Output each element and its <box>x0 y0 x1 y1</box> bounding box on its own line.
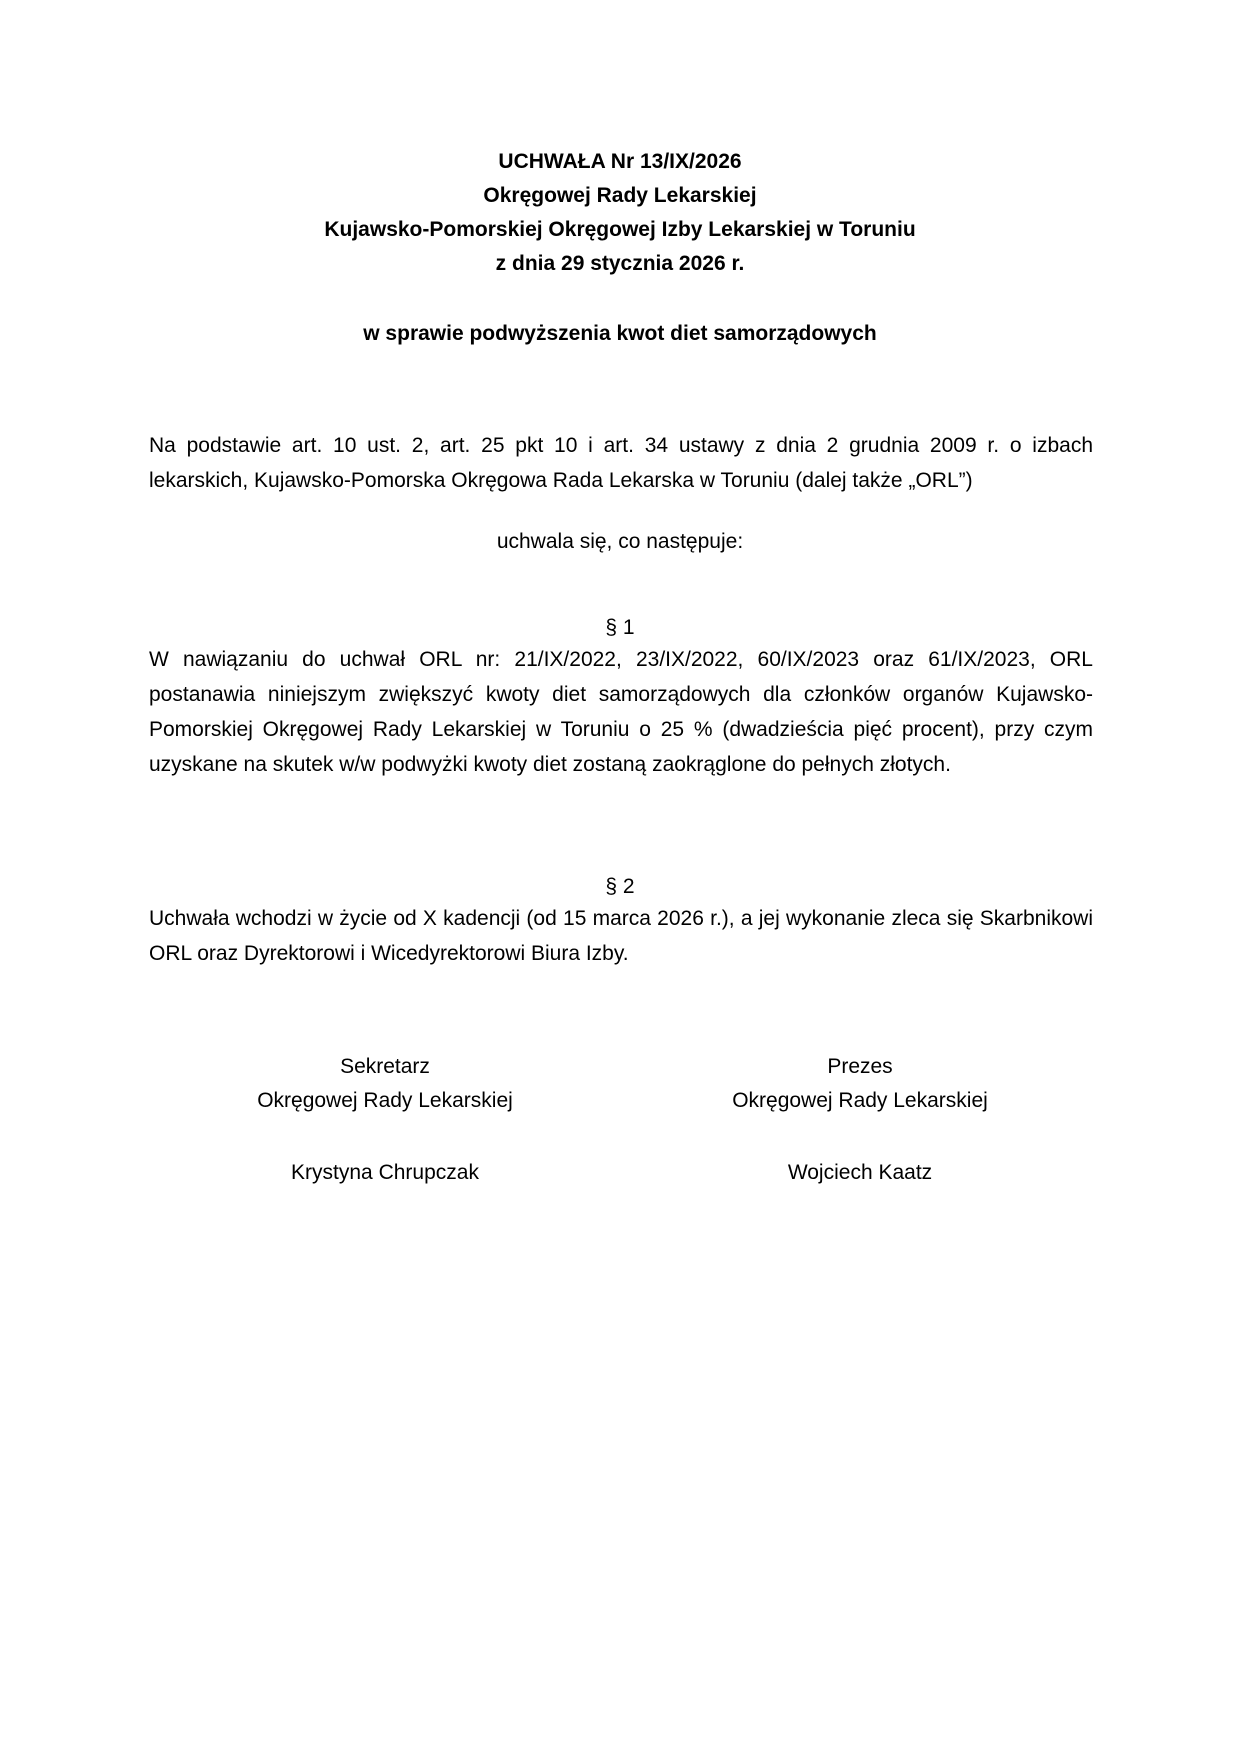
signature-role: Prezes <box>827 1055 893 1078</box>
signature-name: Krystyna Chrupczak <box>291 1161 479 1184</box>
legal-basis-paragraph: Na podstawie art. 10 ust. 2, art. 25 pkt 10 i art. 34 ustawy z dnia 2 grudnia 2009 r. o izbach lekarskich, Kujawsko-Pomorska Okręgowa Rada Lekarska w Toruniu (dalej także „ORL”) <box>149 434 1093 492</box>
signature-name: Wojciech Kaatz <box>787 1161 933 1184</box>
signature-role: Sekretarz <box>340 1055 430 1078</box>
issuing-body: Okręgowej Rady Lekarskiej <box>483 184 757 207</box>
section-2-mark: § 2 <box>605 875 635 898</box>
signature-body: Okręgowej Rady Lekarskiej <box>732 1089 988 1112</box>
signature-body: Okręgowej Rady Lekarskiej <box>257 1089 513 1112</box>
signature-block-president <box>680 1050 1040 1190</box>
signature-block-secretary <box>205 1050 565 1190</box>
resolution-header <box>150 145 1090 281</box>
section-1-mark: § 1 <box>605 616 635 639</box>
resolution-date: z dnia 29 stycznia 2026 r. <box>495 252 745 275</box>
section-1-text: W nawiązaniu do uchwał ORL nr: 21/IX/2022, 23/IX/2022, 60/IX/2023 oraz 61/IX/2023, ORL postanawia niniejszym zwiększyć kwoty diet samorządowych dla członków organów Kujawsko-Pomorskiej Okręgowej Rady Lekarskiej w Toruniu o 25 % (dwadzieścia pięć procent), przy czym uzyskane na skutek w/w podwyżki kwoty diet zostaną zaokrąglone do pełnych złotych. <box>149 648 1093 776</box>
chamber-name: Kujawsko-Pomorskiej Okręgowej Izby Lekarskiej w Toruniu <box>324 218 916 241</box>
resolves-clause: uchwala się, co następuje: <box>496 530 744 553</box>
resolution-number: UCHWAŁA Nr 13/IX/2026 <box>498 150 742 173</box>
resolution-subject: w sprawie podwyższenia kwot diet samorządowych <box>363 322 877 345</box>
section-2-text: Uchwała wchodzi w życie od X kadencji (od 15 marca 2026 r.), a jej wykonanie zleca się Skarbnikowi ORL oraz Dyrektorowi i Wicedyrektorowi Biura Izby. <box>149 907 1093 965</box>
